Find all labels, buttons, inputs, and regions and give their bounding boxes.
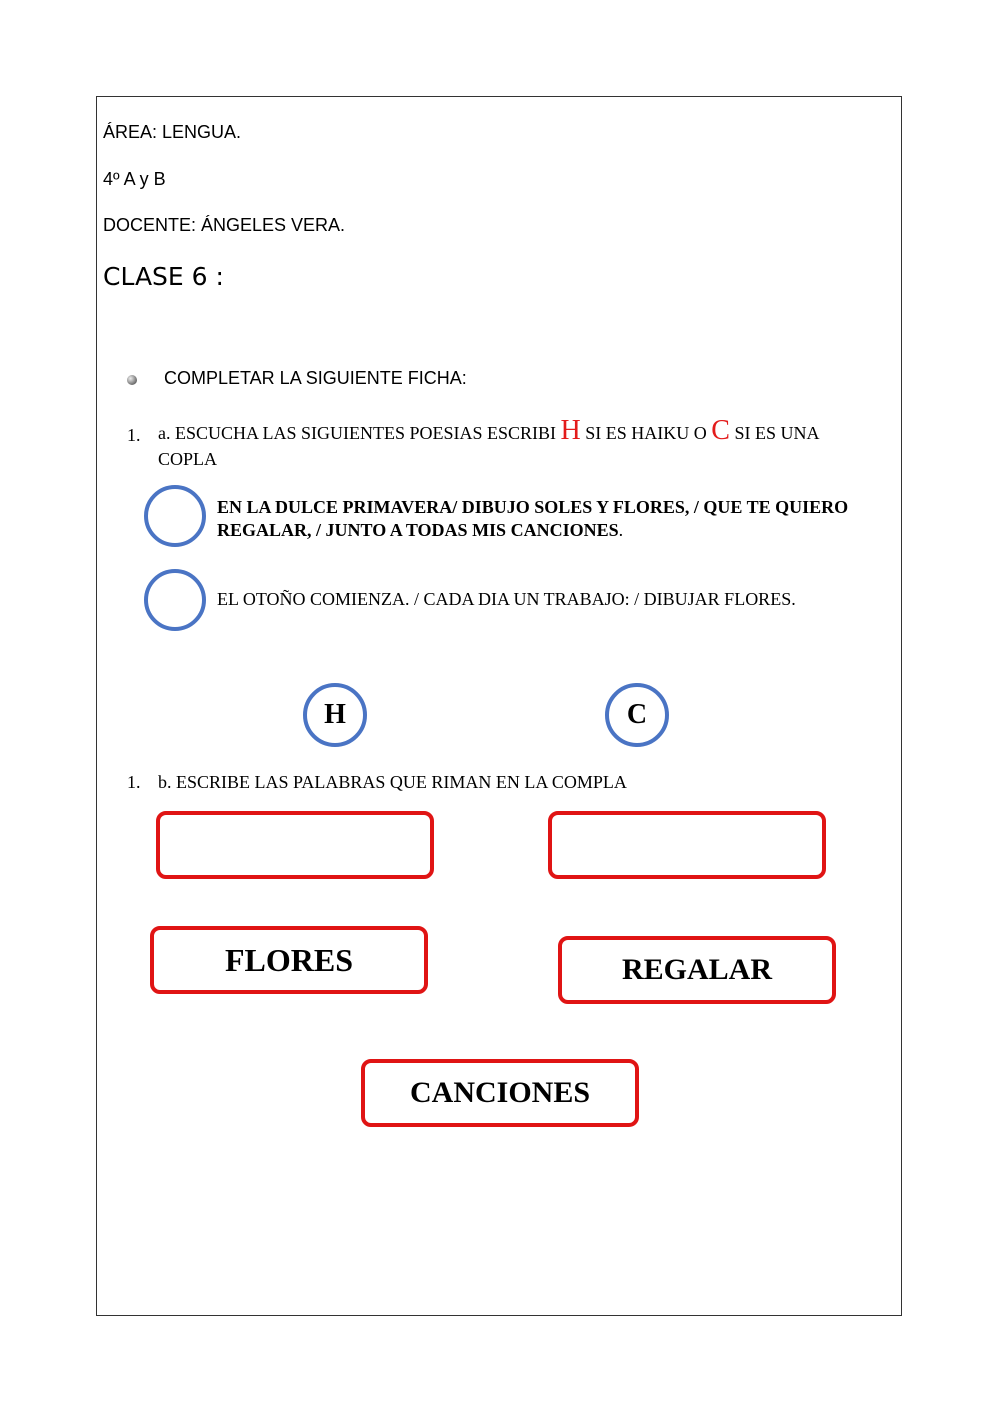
- answer-slot-1[interactable]: [156, 811, 434, 879]
- question-a-part3: SI ES UNA COPLA: [158, 423, 819, 469]
- question-a-part1: a. ESCUCHA LAS SIGUIENTES POESIAS ESCRIBI: [158, 423, 561, 443]
- poem-1: [217, 496, 877, 542]
- answer-slot-2[interactable]: [548, 811, 826, 879]
- letter-c-highlight: C: [711, 415, 730, 446]
- poem-1-text: EN LA DULCE PRIMAVERA/ DIBUJO SOLES Y FLORES, / QUE TE QUIERO REGALAR, / JUNTO A TODAS MIS CANCIONES: [217, 497, 849, 540]
- letter-h-highlight: H: [560, 415, 581, 446]
- question-a-number: 1.: [127, 425, 141, 445]
- poem-1-suffix: .: [618, 520, 624, 540]
- teacher-label: DOCENTE: ÁNGELES VERA.: [103, 215, 346, 235]
- answer-circle-poem-2[interactable]: [144, 569, 206, 631]
- area-label: ÁREA: LENGUA.: [103, 122, 242, 142]
- option-h-draggable[interactable]: H: [303, 683, 367, 747]
- word-choice-regalar[interactable]: REGALAR: [558, 936, 836, 1004]
- poem-2-text: EL OTOÑO COMIENZA. / CADA DIA UN TRABAJO: / DIBUJAR FLORES.: [217, 589, 796, 609]
- question-b-number: 1.: [127, 772, 141, 792]
- question-a-text: [158, 415, 878, 472]
- bullet-icon: [127, 375, 137, 385]
- option-c-draggable[interactable]: C: [605, 683, 669, 747]
- grade-label: 4º A y B: [103, 169, 166, 189]
- class-title: CLASE 6 :: [103, 262, 224, 291]
- instruction-text: COMPLETAR LA SIGUIENTE FICHA:: [164, 368, 467, 388]
- answer-circle-poem-1[interactable]: [144, 485, 206, 547]
- word-choice-flores[interactable]: FLORES: [150, 926, 428, 994]
- question-b-text: b. ESCRIBE LAS PALABRAS QUE RIMAN EN LA COMPLA: [158, 772, 627, 792]
- word-choice-canciones[interactable]: CANCIONES: [361, 1059, 639, 1127]
- question-a-part2: SI ES HAIKU O: [580, 423, 712, 443]
